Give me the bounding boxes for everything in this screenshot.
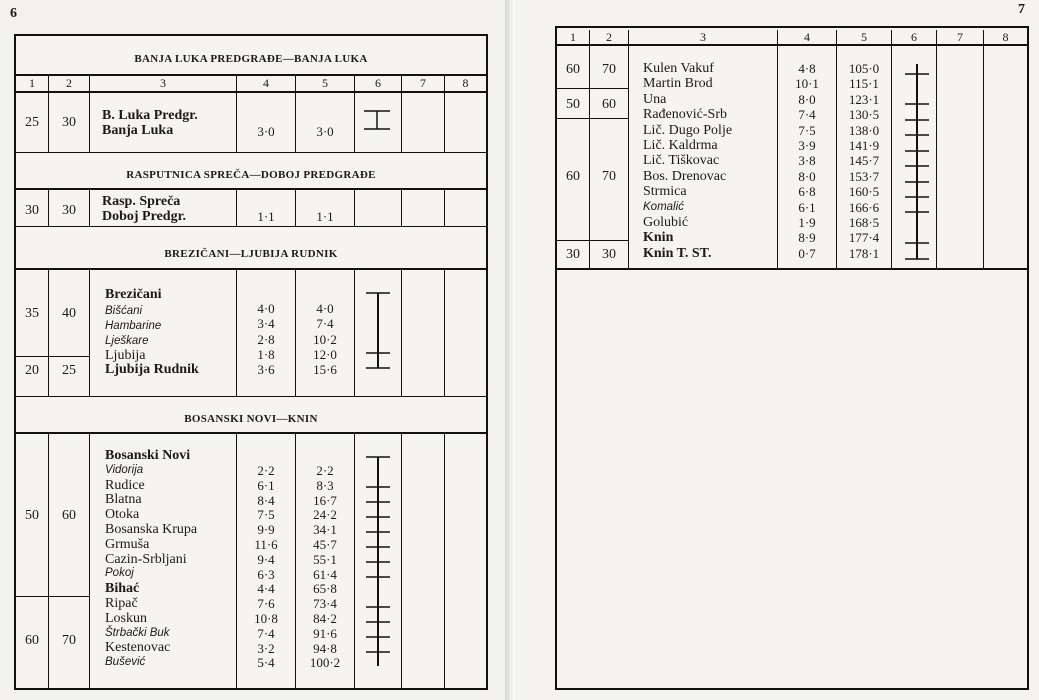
r-station: Kulen Vakuf	[643, 61, 714, 76]
s4-col4: 9·4	[257, 551, 275, 567]
r-col4: 8·0	[798, 168, 816, 184]
s4-col5: 73·4	[313, 596, 337, 612]
s4-col1: 50	[25, 508, 39, 523]
s4-col5: 94·8	[313, 640, 337, 656]
s1-col4: 3·0	[257, 124, 275, 139]
left-timetable	[14, 34, 488, 690]
r-col2: 30	[602, 247, 616, 262]
col-header-6: 6	[375, 76, 381, 90]
r-station: Komalić	[643, 200, 684, 213]
r-col5: 160·5	[848, 184, 880, 200]
s2-col4: 1·1	[257, 209, 275, 224]
s4-col5: 16·7	[313, 492, 337, 508]
s3-col1: 35	[25, 306, 39, 321]
s4-col4: 6·1	[257, 477, 275, 493]
col-header-8: 8	[462, 76, 469, 90]
r-col4: 3·9	[798, 138, 816, 153]
s4-station: Vidorija	[105, 463, 144, 476]
s4-col2: 70	[62, 633, 76, 648]
r-col5: 115·1	[849, 76, 879, 92]
s4-station: Štrbački Buk	[105, 626, 170, 639]
s3-col1: 20	[25, 363, 39, 378]
s4-col5: 91·6	[313, 625, 337, 641]
s3-col5: 15·6	[313, 362, 337, 377]
r-col5: 153·7	[848, 168, 880, 184]
r-station: Golubić	[643, 215, 689, 230]
s3-col5: 7·4	[316, 316, 334, 331]
r-col4: 8·9	[798, 230, 816, 246]
right-page	[515, 0, 1039, 700]
r-station: Knin T. ST.	[643, 245, 712, 261]
r-station: Rađenović-Srb	[643, 107, 727, 123]
s3-col5: 10·2	[313, 332, 337, 347]
r-col4: 4·8	[798, 61, 816, 76]
s2-station: Doboj Predgr.	[102, 209, 186, 224]
s3-col4: 1·8	[257, 347, 275, 362]
left-page	[0, 0, 515, 700]
s4-station: Grmuša	[105, 536, 150, 552]
s4-col5: 24·2	[313, 507, 337, 523]
s1-col1: 25	[25, 115, 39, 130]
r-col4: 6·1	[798, 199, 816, 215]
s2-col1: 30	[25, 203, 39, 218]
r-station: Knin	[643, 230, 674, 246]
s4-col5: 55·1	[313, 551, 337, 567]
s3-station: Brezičani	[105, 287, 162, 302]
s3-station: Ljubija	[105, 348, 146, 363]
s1-col2: 30	[62, 115, 76, 130]
s1-station: B. Luka Predgr.	[102, 108, 198, 123]
s4-col5: 8·3	[316, 477, 334, 493]
col-header-8: 8	[1002, 30, 1009, 44]
section2-title: RASPUTNICA SPREČA—DOBOJ PREDGRAĐE	[126, 169, 376, 181]
s4-station: Bosanski Novi	[105, 448, 191, 463]
s3-col5: 4·0	[316, 301, 334, 316]
col-header-7: 7	[957, 30, 963, 44]
s4-station: Rudice	[105, 477, 145, 493]
s4-station: Bihać	[105, 581, 140, 597]
s4-col1: 60	[25, 633, 39, 648]
s3-col4: 3·6	[257, 362, 275, 377]
r-col5: 168·5	[848, 215, 880, 230]
r-col5: 141·9	[848, 138, 880, 153]
s4-col4: 7·6	[257, 596, 275, 612]
s3-col4: 4·0	[257, 301, 275, 316]
r-col5: 130·5	[848, 107, 880, 123]
r-col5: 123·1	[848, 91, 880, 107]
s2-station: Rasp. Spreča	[102, 194, 181, 209]
s4-col4: 9·9	[257, 522, 275, 538]
col-header-5: 5	[322, 76, 328, 90]
r-col5: 177·4	[848, 230, 880, 246]
s3-col4: 2·8	[257, 332, 275, 347]
r-col4: 6·8	[798, 184, 816, 200]
s3-col5: 12·0	[313, 347, 337, 362]
r-col5: 178·1	[848, 245, 880, 261]
s3-station: Ljubija Rudnik	[105, 362, 199, 377]
r-col2: 70	[602, 62, 616, 77]
r-col1: 50	[566, 97, 580, 112]
col-header-1: 1	[29, 76, 35, 90]
s4-station: Blatna	[105, 492, 142, 508]
s4-station: Ripač	[105, 596, 138, 611]
r-station: Lič. Dugo Polje	[643, 122, 733, 138]
r-col2: 60	[602, 97, 616, 112]
s4-station: Cazin-Srbljani	[105, 551, 187, 567]
s4-station: Kestenovac	[105, 640, 171, 656]
r-col4: 0·7	[798, 245, 816, 261]
s2-col2: 30	[62, 203, 76, 218]
s4-col5: 34·1	[313, 522, 337, 538]
section1-title: BANJA LUKA PREDGRAĐE—BANJA LUKA	[134, 53, 368, 65]
s4-station: Pokoj	[105, 567, 134, 580]
col-header-5: 5	[861, 30, 867, 44]
r-col4: 8·0	[798, 91, 816, 107]
s4-col4: 7·5	[257, 507, 275, 523]
s4-col4: 10·8	[254, 611, 278, 626]
r-station: Lič. Kaldrma	[643, 138, 718, 153]
r-col1: 60	[566, 62, 580, 77]
col-header-4: 4	[804, 30, 810, 44]
r-col4: 7·4	[798, 107, 816, 123]
s3-station: Hambarine	[105, 320, 162, 332]
signal-line-icon	[362, 454, 394, 669]
col-header-2: 2	[606, 30, 612, 44]
s4-col4: 7·4	[257, 625, 275, 641]
r-station: Una	[643, 91, 667, 107]
s3-col2: 25	[62, 363, 76, 378]
s4-col5: 65·8	[313, 581, 337, 597]
s3-col4: 3·4	[257, 316, 275, 331]
col-header-3: 3	[700, 30, 706, 44]
right-timetable	[555, 26, 1029, 690]
s4-col5: 100·2	[309, 655, 341, 671]
page-number-right: 7	[1018, 2, 1025, 17]
s4-col4: 3·2	[257, 640, 275, 656]
s4-station: Loskun	[105, 610, 147, 626]
s4-station: Bosanska Krupa	[105, 522, 198, 537]
r-col1: 30	[566, 247, 580, 262]
r-station: Bos. Drenovac	[643, 168, 727, 184]
r-col5: 105·0	[848, 61, 880, 76]
signal-line-icon	[360, 108, 394, 132]
s3-col2: 40	[62, 306, 76, 321]
r-station: Lič. Tiškovac	[643, 153, 720, 169]
col-header-1: 1	[570, 30, 576, 44]
s4-col2: 60	[62, 508, 76, 523]
s4-col5: 84·2	[313, 611, 337, 626]
r-col5: 166·6	[848, 199, 880, 215]
col-header-6: 6	[911, 30, 917, 44]
signal-line-icon	[901, 62, 933, 262]
signal-line-icon	[362, 290, 394, 372]
col-header-3: 3	[160, 76, 166, 90]
s4-col5: 45·7	[313, 537, 337, 552]
s4-col4: 6·3	[257, 566, 275, 582]
s4-col4: 8·4	[257, 492, 275, 508]
r-col5: 138·0	[848, 122, 880, 138]
r-col2: 70	[602, 169, 616, 184]
col-header-2: 2	[66, 76, 72, 90]
r-station: Strmica	[643, 184, 687, 200]
s4-col5: 61·4	[313, 566, 337, 582]
r-col4: 7·5	[798, 122, 816, 138]
s4-station: Otoka	[105, 507, 140, 523]
s1-col5: 3·0	[316, 124, 334, 139]
r-col1: 60	[566, 169, 580, 184]
r-col4: 1·9	[798, 215, 816, 230]
s2-col5: 1·1	[316, 209, 334, 224]
s4-col4: 2·2	[257, 463, 275, 478]
section3-title: BREZIČANI—LJUBIJA RUDNIK	[164, 248, 338, 260]
section4-title: BOSANSKI NOVI—KNIN	[184, 413, 318, 425]
page-number-left: 6	[10, 6, 17, 21]
s4-col5: 2·2	[316, 463, 334, 478]
s3-station: Bišćani	[105, 305, 143, 317]
s4-col4: 11·6	[254, 537, 278, 552]
s4-col4: 5·4	[257, 655, 275, 671]
col-header-7: 7	[420, 76, 426, 90]
s4-col4: 4·4	[257, 581, 275, 597]
r-col4: 10·1	[795, 76, 819, 92]
s4-station: Bušević	[105, 656, 146, 669]
r-station: Martin Brod	[643, 76, 713, 92]
r-col5: 145·7	[848, 153, 880, 169]
s1-station: Banja Luka	[102, 123, 174, 138]
col-header-4: 4	[263, 76, 269, 90]
r-col4: 3·8	[798, 153, 816, 169]
s3-station: Lješkare	[105, 335, 149, 347]
